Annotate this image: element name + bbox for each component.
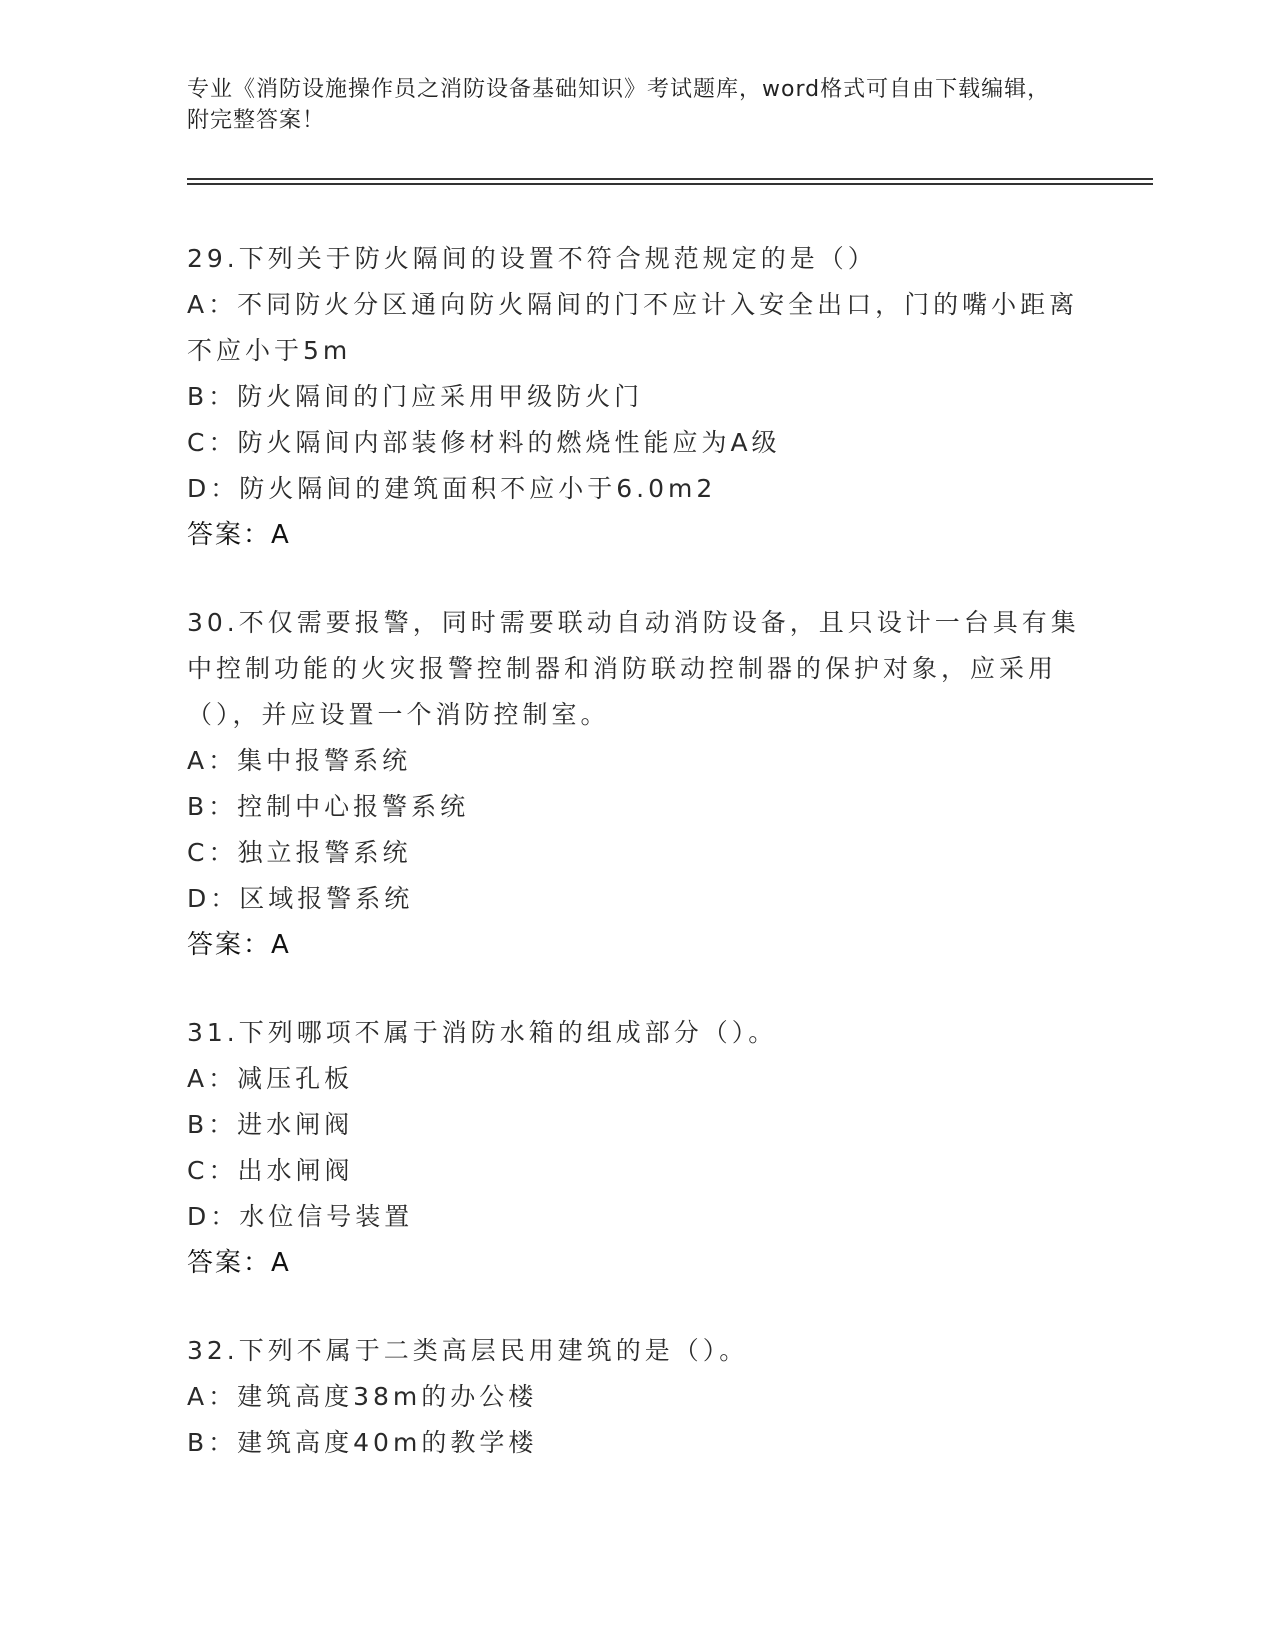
header-divider-bottom [187,183,1153,185]
correct-answer: 答案：A [187,520,291,550]
question-stem-line: 30.不仅需要报警，同时需要联动自动消防设备，且只设计一台具有集 [187,608,1080,637]
question-stem-line: （），并应设置一个消防控制室。 [187,700,610,729]
answer-option-line: A：不同防火分区通向防火隔间的门不应计入安全出口，门的嘴小距离 [187,290,1079,319]
answer-option-line: B：控制中心报警系统 [187,792,470,821]
answer-option-line: D：区域报警系统 [187,884,414,913]
answer-option-line: C：防火隔间内部装修材料的燃烧性能应为A级 [187,428,781,457]
question-stem-line: 31.下列哪项不属于消防水箱的组成部分（）。 [187,1018,778,1047]
question-list [187,236,1087,1508]
question-item [187,1328,1087,1466]
question-stem-line: 29.下列关于防火隔间的设置不符合规范规定的是（） [187,244,877,273]
answer-option-line: 不应小于5m [187,336,352,365]
correct-answer: 答案：A [187,1248,291,1278]
question-stem-line: 中控制功能的火灾报警控制器和消防联动控制器的保护对象，应采用 [187,654,1058,683]
question-item [187,600,1087,968]
answer-option-line: D：防火隔间的建筑面积不应小于6.0m2 [187,474,717,503]
answer-option-line: B：防火隔间的门应采用甲级防火门 [187,382,644,411]
question-item [187,236,1087,558]
answer-option-line: B：建筑高度40m的教学楼 [187,1428,538,1457]
question-stem-line: 32.下列不属于二类高层民用建筑的是（）。 [187,1336,749,1365]
question-item [187,1010,1087,1286]
answer-option-line: C：出水闸阀 [187,1156,354,1185]
correct-answer: 答案：A [187,930,291,960]
answer-option-line: A：集中报警系统 [187,746,412,775]
answer-option-line: C：独立报警系统 [187,838,412,867]
header-divider-top [187,178,1153,180]
document-header: 专业《消防设施操作员之消防设备基础知识》考试题库，word格式可自由下载编辑，附完整答案！ [187,77,1051,133]
answer-option-line: D：水位信号装置 [187,1202,414,1231]
answer-option-line: B：进水闸阀 [187,1110,354,1139]
answer-option-line: A：建筑高度38m的办公楼 [187,1382,538,1411]
answer-option-line: A：减压孔板 [187,1064,354,1093]
